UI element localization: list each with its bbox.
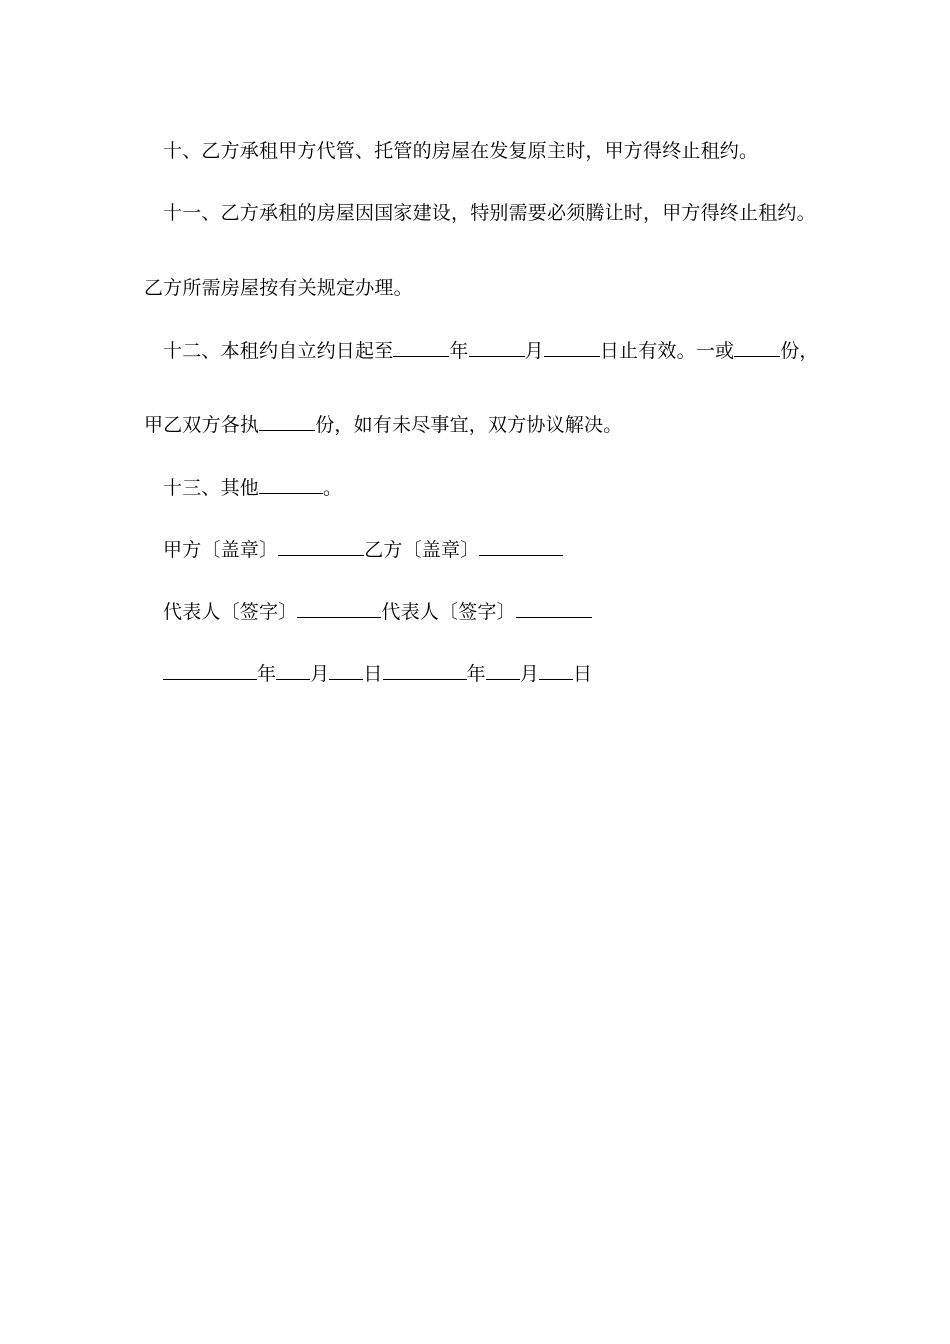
blank-each-copies <box>259 412 315 431</box>
clause-11-text: 十一、乙方承租的房屋因国家建设，特别需要必须腾让时，甲方得终止租约。 <box>163 202 816 224</box>
clause-12-continuation <box>144 412 622 437</box>
rep-b-blank <box>516 599 592 618</box>
date-a-year-blank <box>163 661 257 680</box>
blank-other <box>259 475 323 494</box>
date-line <box>163 661 592 686</box>
blank-end-month <box>469 338 525 357</box>
clause-12-cont-text-2: 份，如有未尽事宜，双方协议解决。 <box>315 414 623 436</box>
clause-12-text-3: 月 <box>524 340 544 362</box>
blank-end-day <box>544 338 600 357</box>
party-a-seal-blank <box>278 537 364 556</box>
clause-13-text-2: 。 <box>323 477 343 499</box>
date-b-day: 日 <box>573 663 593 685</box>
clause-13 <box>163 475 342 500</box>
clause-10-text: 十、乙方承租甲方代管、托管的房屋在发复原主时，甲方得终止租约。 <box>163 140 759 162</box>
date-b-day-blank <box>539 661 573 680</box>
seal-line <box>163 537 563 562</box>
date-b-year: 年 <box>466 663 486 685</box>
rep-a-blank <box>297 599 381 618</box>
party-a-seal-label: 甲方〔盖章〕 <box>163 539 279 561</box>
clause-11-continuation <box>144 276 413 300</box>
blank-end-year <box>393 338 449 357</box>
date-a-month: 月 <box>310 663 330 685</box>
party-b-seal-label: 乙方〔盖章〕 <box>364 539 480 561</box>
blank-copies <box>734 338 780 357</box>
clause-13-text-1: 十三、其他 <box>163 477 260 499</box>
rep-b-label: 代表人〔签字〕 <box>381 601 516 623</box>
representative-line <box>163 599 592 624</box>
date-b-year-blank <box>383 661 467 680</box>
rep-a-label: 代表人〔签字〕 <box>163 601 298 623</box>
clause-12-text-5: 份， <box>780 340 819 362</box>
clause-12-cont-text-1: 甲乙双方各执 <box>144 414 260 436</box>
clause-12-text-4: 日止有效。一或 <box>599 340 735 362</box>
clause-11 <box>163 201 816 225</box>
clause-10 <box>163 139 758 163</box>
date-a-day: 日 <box>363 663 383 685</box>
party-b-seal-blank <box>479 537 563 556</box>
date-b-month: 月 <box>519 663 540 685</box>
date-a-year: 年 <box>257 663 277 685</box>
date-a-day-blank <box>329 661 363 680</box>
clause-12 <box>163 338 819 363</box>
clause-11-cont-text: 乙方所需房屋按有关规定办理。 <box>144 277 413 299</box>
date-a-month-blank <box>276 661 310 680</box>
clause-12-text-1: 十二、本租约自立约日起至 <box>163 340 394 362</box>
date-b-month-blank <box>486 661 520 680</box>
clause-12-text-2: 年 <box>449 340 469 362</box>
